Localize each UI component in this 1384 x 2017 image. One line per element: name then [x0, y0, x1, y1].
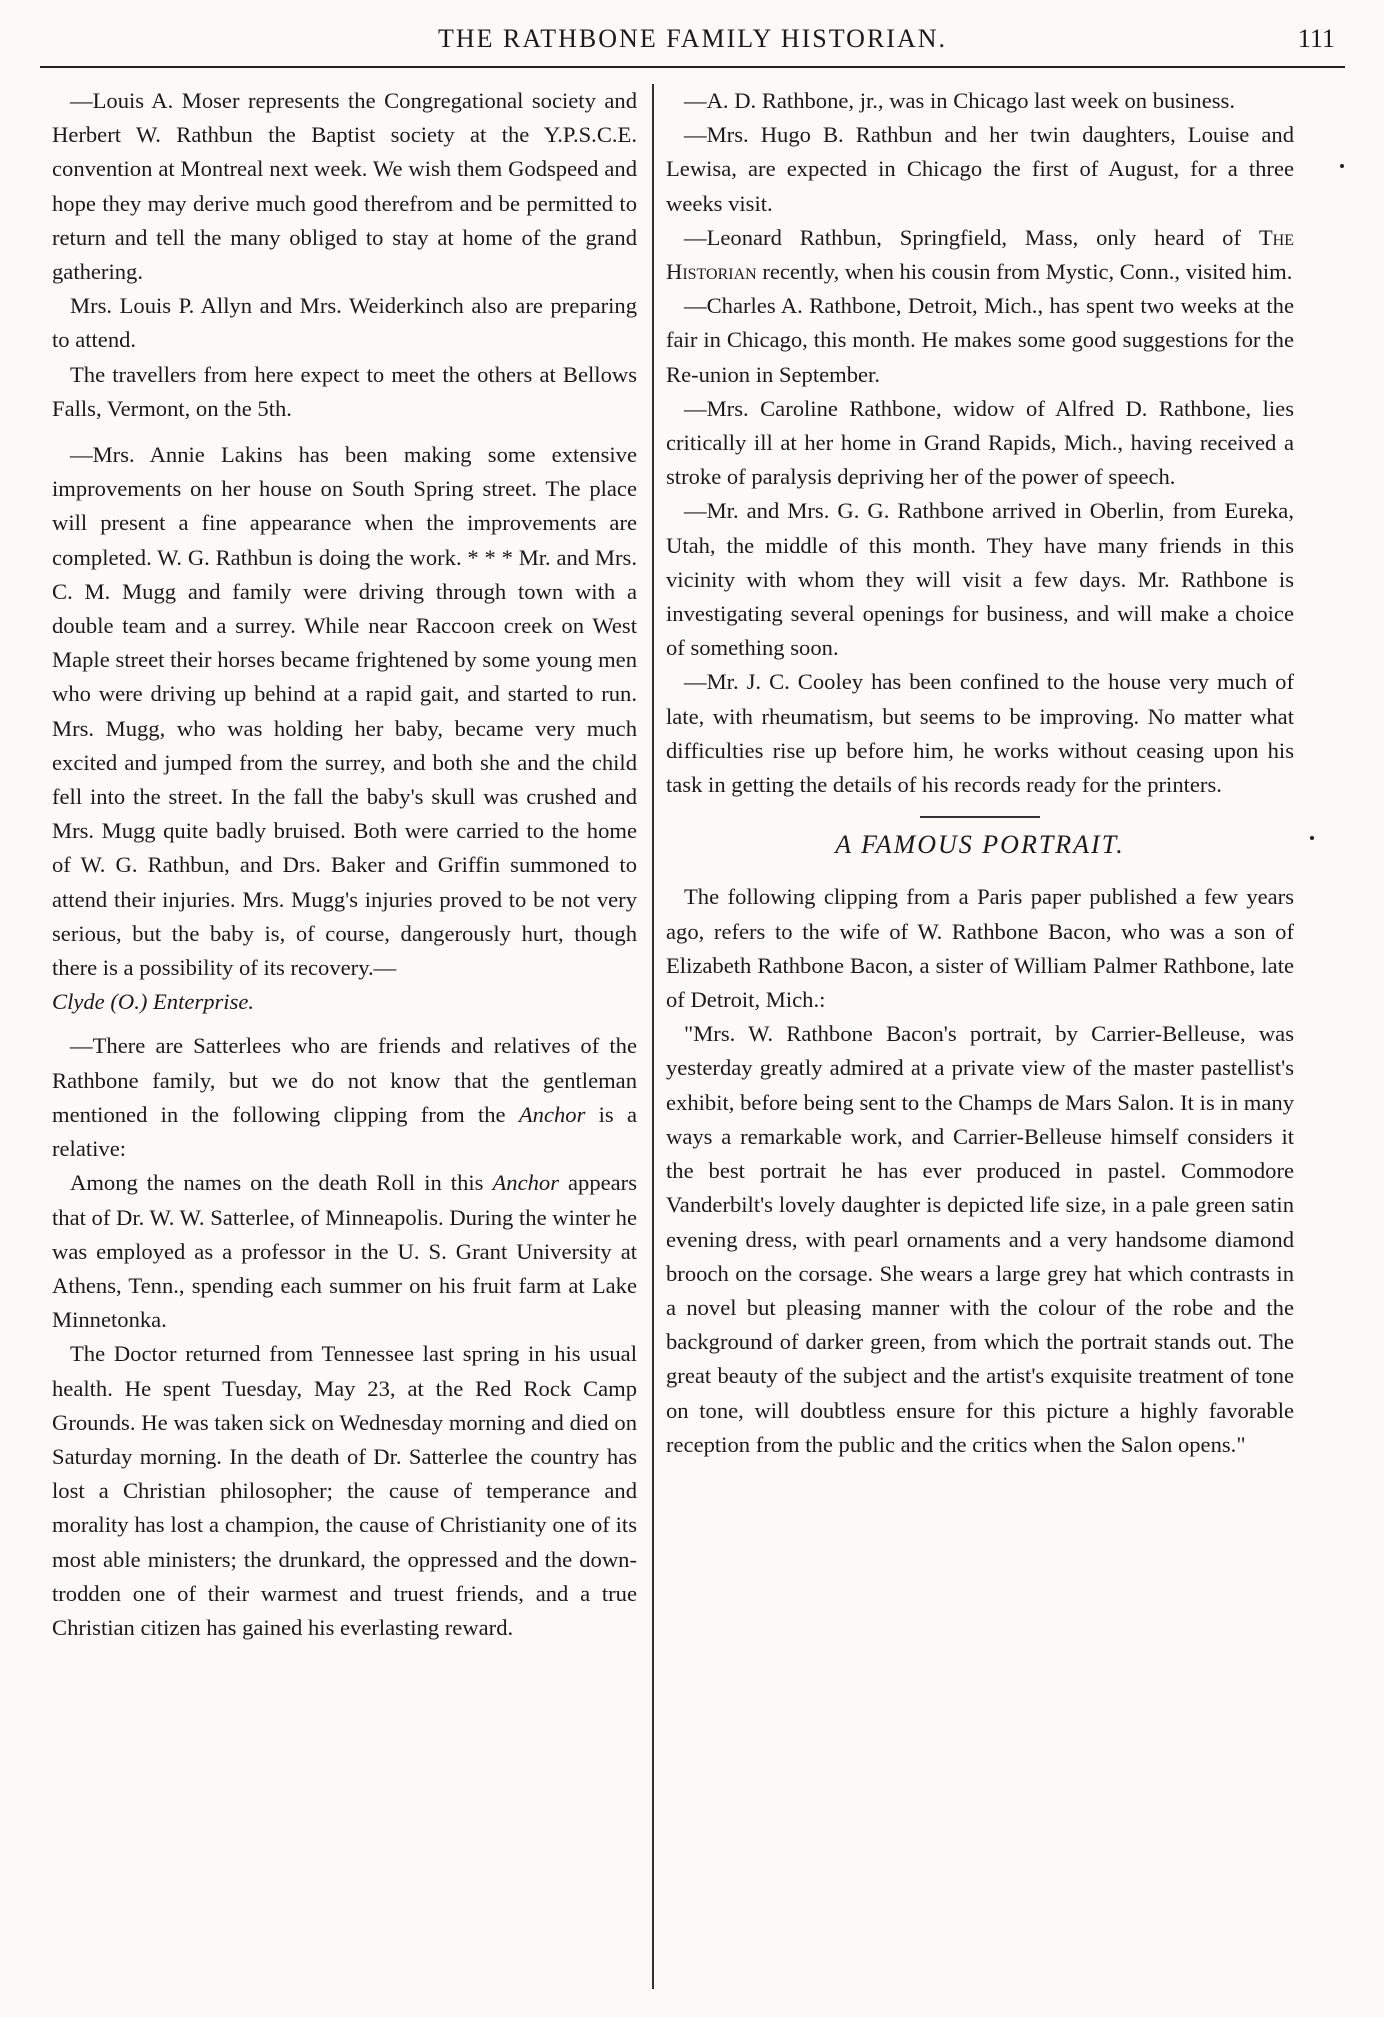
ad-rathbone-paragraph: —A. D. Rathbone, jr., was in Chicago last week on business.: [684, 88, 1235, 113]
section-divider: [920, 816, 1040, 818]
charles-rathbone-paragraph: —Charles A. Rathbone, Detroit, Mich., has spent two weeks at the fair in Chicago, this month. He makes some good suggestions for the Re-union in September.: [666, 293, 1294, 387]
hugo-rathbun-paragraph: —Mrs. Hugo B. Rathbun and her twin daughters, Louise and Lewisa, are expected in Chicago the first of August, for a three weeks visit.: [666, 122, 1294, 216]
portrait-intro-paragraph: The following clipping from a Paris paper published a few years ago, refers to the wife of W. Rathbone Bacon, who was a son of Elizabeth Rathbone Bacon, a sister of William Palmer Rathbone, late of Detroit, Mich.:: [666, 884, 1294, 1013]
leonard-text-b: recently, when his cousin from Mystic, Conn., visited him.: [756, 259, 1293, 285]
column-rule: [652, 84, 654, 1989]
historian-title: The Historian: [666, 224, 1294, 285]
print-speck: [1340, 164, 1344, 168]
lakins-paragraph: [52, 438, 637, 1019]
travellers-paragraph: The travellers from here expect to meet the others at Bellows Falls, Vermont, on the 5th.: [52, 361, 637, 421]
satterlee-intro-text-b: is a relative:: [52, 1101, 637, 1162]
satterlee-intro-text-a: —There are Satterlees who are friends and relatives of the Rathbone family, but we do not know that the gentleman mentioned in the following clipping from the: [52, 1033, 637, 1127]
page-header: [40, 18, 1345, 68]
lakins-text: —Mrs. Annie Lakins has been making some extensive improvements on her house on South Spring street. The place will present a fine appearance when the improvements are completed. W. G. Rathbun is doing the work. * * * Mr. and Mrs. C. M. Mugg and family were driving through town with a double team and a surrey. While near Raccoon creek on West Maple street their horses became frightened by some young men who were driving up behind at a rapid gait, and started to run. Mrs. Mugg, who was holding her baby, became very much excited and jumped from the surrey, and both she and the child fell into the street. In the fall the baby's skull was crushed and Mrs. Mugg quite badly bruised. Both were carried to the home of W. G. Rathbun, and Drs. Baker and Griffin summoned to attend their injuries. Mrs. Mugg's injuries proved to be not very serious, but the baby is, of course, dangerously hurt, though there is a possibility of its recovery.—: [52, 442, 637, 981]
page-number: 111: [1297, 24, 1335, 53]
leonard-text-a: —Leonard Rathbun, Springfield, Mass, only heard of: [684, 224, 1259, 250]
satterlee-obituary-paragraph: The Doctor returned from Tennessee last spring in his usual health. He spent Tuesday, May 23, at the Red Rock Camp Grounds. He was taken sick on Wednesday morning and died on Saturday morning. In the death of Dr. Satterlee the country has lost a Christian philosopher; the cause of temperance and morality has lost a champion, the cause of Christianity one of its most able ministers; the drunkard, the oppressed and the down-trodden one of their warmest and truest friends, and a true Christian citizen has gained his everlasting reward.: [52, 1341, 637, 1640]
leonard-rathbun-paragraph: [666, 221, 1294, 289]
gg-rathbone-paragraph: —Mr. and Mrs. G. G. Rathbone arrived in Oberlin, from Eureka, Utah, the middle of this month. They have many friends in this vicinity with whom they will visit a few days. Mr. Rathbone is investigating several openings for business, and will make a choice of something soon.: [666, 498, 1294, 661]
satterlee-death-text-b: appears that of Dr. W. W. Satterlee, of Minneapolis. During the winter he was employed as a professor in the U. S. Grant University at Athens, Tenn., spending each summer on his fruit farm at Lake Minnetonka.: [52, 1170, 637, 1333]
moser-paragraph: —Louis A. Moser represents the Congregational society and Herbert W. Rathbun the Baptist society at the Y.P.S.C.E. convention at Montreal next week. We wish them Godspeed and hope they may derive much good therefrom and be permitted to return and tell the many obliged to stay at home of the grand gathering.: [52, 88, 637, 285]
right-column: [666, 84, 1294, 1462]
left-column: [52, 84, 637, 1645]
satterlee-death-paragraph: [52, 1166, 637, 1337]
anchor-title: Anchor: [492, 1170, 559, 1196]
section-title: A FAMOUS PORTRAIT.: [835, 830, 1125, 860]
satterlee-death-text-a: Among the names on the death Roll in this: [70, 1170, 493, 1196]
caroline-rathbone-paragraph: —Mrs. Caroline Rathbone, widow of Alfred D. Rathbone, lies critically ill at her home in Grand Rapids, Mich., having received a stroke of paralysis depriving her of the power of speech.: [666, 395, 1294, 490]
satterlee-intro-paragraph: [52, 1029, 637, 1166]
publication-title: THE RATHBONE FAMILY HISTORIAN.: [437, 24, 948, 53]
lakins-source: Clyde (O.) Enterprise.: [52, 989, 255, 1015]
allyn-paragraph: Mrs. Louis P. Allyn and Mrs. Weiderkinch also are preparing to attend.: [52, 293, 637, 353]
anchor-title: Anchor: [518, 1101, 586, 1127]
portrait-quote-paragraph: "Mrs. W. Rathbone Bacon's portrait, by Carrier-Belleuse, was yesterday greatly admired at a private view of the master pastellist's exhibit, before being sent to the Champs de Mars Salon. It is in many ways a remarkable work, and Carrier-Belleuse himself considers it the best portrait he has ever produced in pastel. Commodore Vanderbilt's lovely daughter is depicted life size, in a pale green satin evening dress, with pearl ornaments and a very handsome diamond brooch on the corsage. She wears a large grey hat which contrasts in a novel but pleasing manner with the colour of the robe and the background of darker green, from which the portrait stands out. The great beauty of the subject and the artist's exquisite treatment of tone on tone, will doubtless ensure for this picture a highly favorable reception from the public and the critics when the Salon opens.": [666, 1021, 1294, 1457]
print-speck: [1310, 836, 1314, 840]
cooley-paragraph: —Mr. J. C. Cooley has been confined to the house very much of late, with rheumatism, but seems to be improving. No matter what difficulties rise up before him, he works without ceasing upon his task in getting the details of his records ready for the printers.: [666, 669, 1294, 798]
